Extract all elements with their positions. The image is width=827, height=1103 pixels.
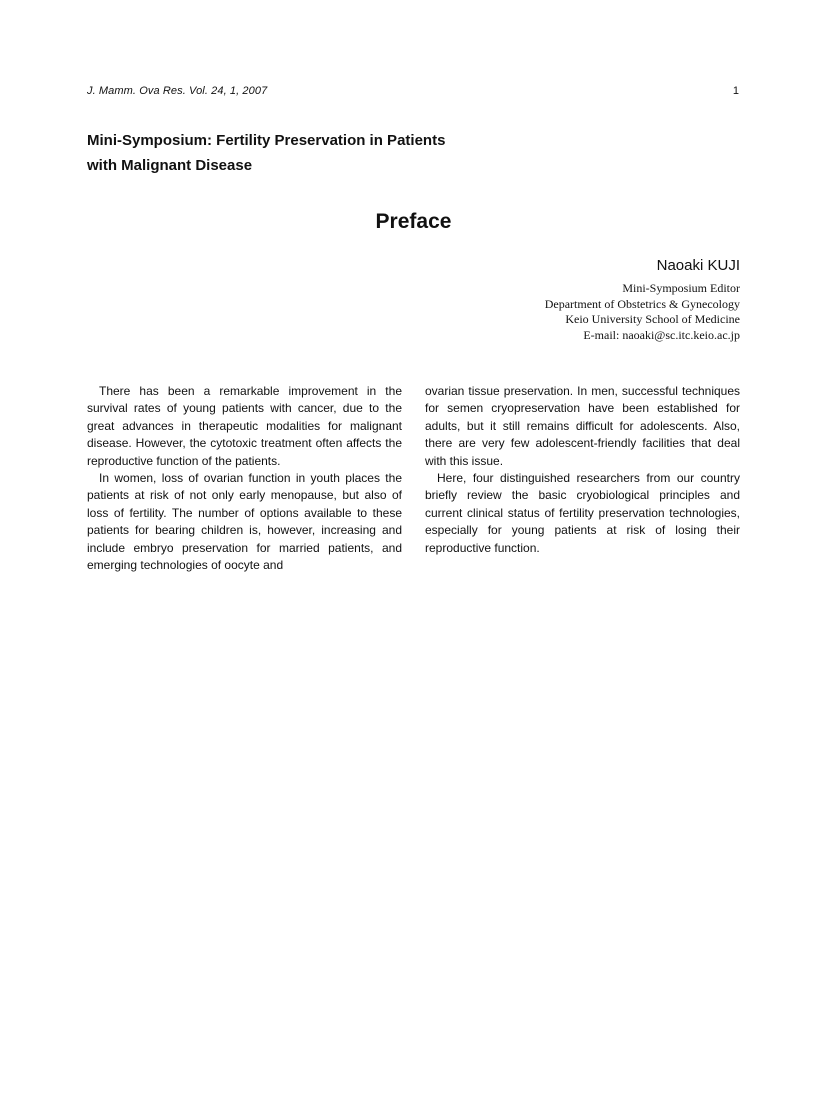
- paragraph: In women, loss of ovarian function in youth places the patients at risk of not only early menopause, but also of loss of fertility. The number of options available to these patients for bearing children is, however, increasing and include embryo preservation for married patients, and emerging technologies of oocyte and: [87, 471, 402, 573]
- author-block: [545, 255, 740, 343]
- author-department: Department of Obstetrics & Gynecology: [544, 296, 740, 311]
- page-number: 1: [732, 85, 739, 97]
- author-role: Mini-Symposium Editor: [622, 281, 740, 295]
- symposium-title: [87, 128, 547, 178]
- author-email: E-mail: naoaki@sc.itc.keio.ac.jp: [583, 327, 740, 342]
- body-column-left: [87, 383, 402, 574]
- paragraph: There has been a remarkable improvement in the survival rates of young patients with cancer, due to the great advances in therapeutic modalities for malignant disease. However, the cytotoxic treatment often affects the reproductive function of the patients.: [87, 384, 402, 468]
- body-column-right: [425, 383, 740, 557]
- symposium-title-line-1: Mini-Symposium: Fertility Preservation in Patients: [87, 132, 446, 149]
- article-title: Preface: [375, 210, 452, 233]
- paragraph-continued: ovarian tissue preservation. In men, successful techniques for semen cryopreservation have been established for adults, but it still remains difficult for adolescents. Also, there are very few adolescent-friendly facilities that deal with this issue.: [425, 384, 740, 468]
- journal-citation: J. Mamm. Ova Res. Vol. 24, 1, 2007: [87, 85, 268, 97]
- author-name: Naoaki KUJI: [656, 257, 740, 274]
- author-institution: Keio University School of Medicine: [565, 312, 740, 326]
- paragraph: Here, four distinguished researchers from our country briefly review the basic cryobiological principles and current clinical status of fertility preservation technologies, especially for young patients at risk of losing their reproductive function.: [425, 471, 740, 555]
- symposium-title-line-2: with Malignant Disease: [87, 157, 253, 174]
